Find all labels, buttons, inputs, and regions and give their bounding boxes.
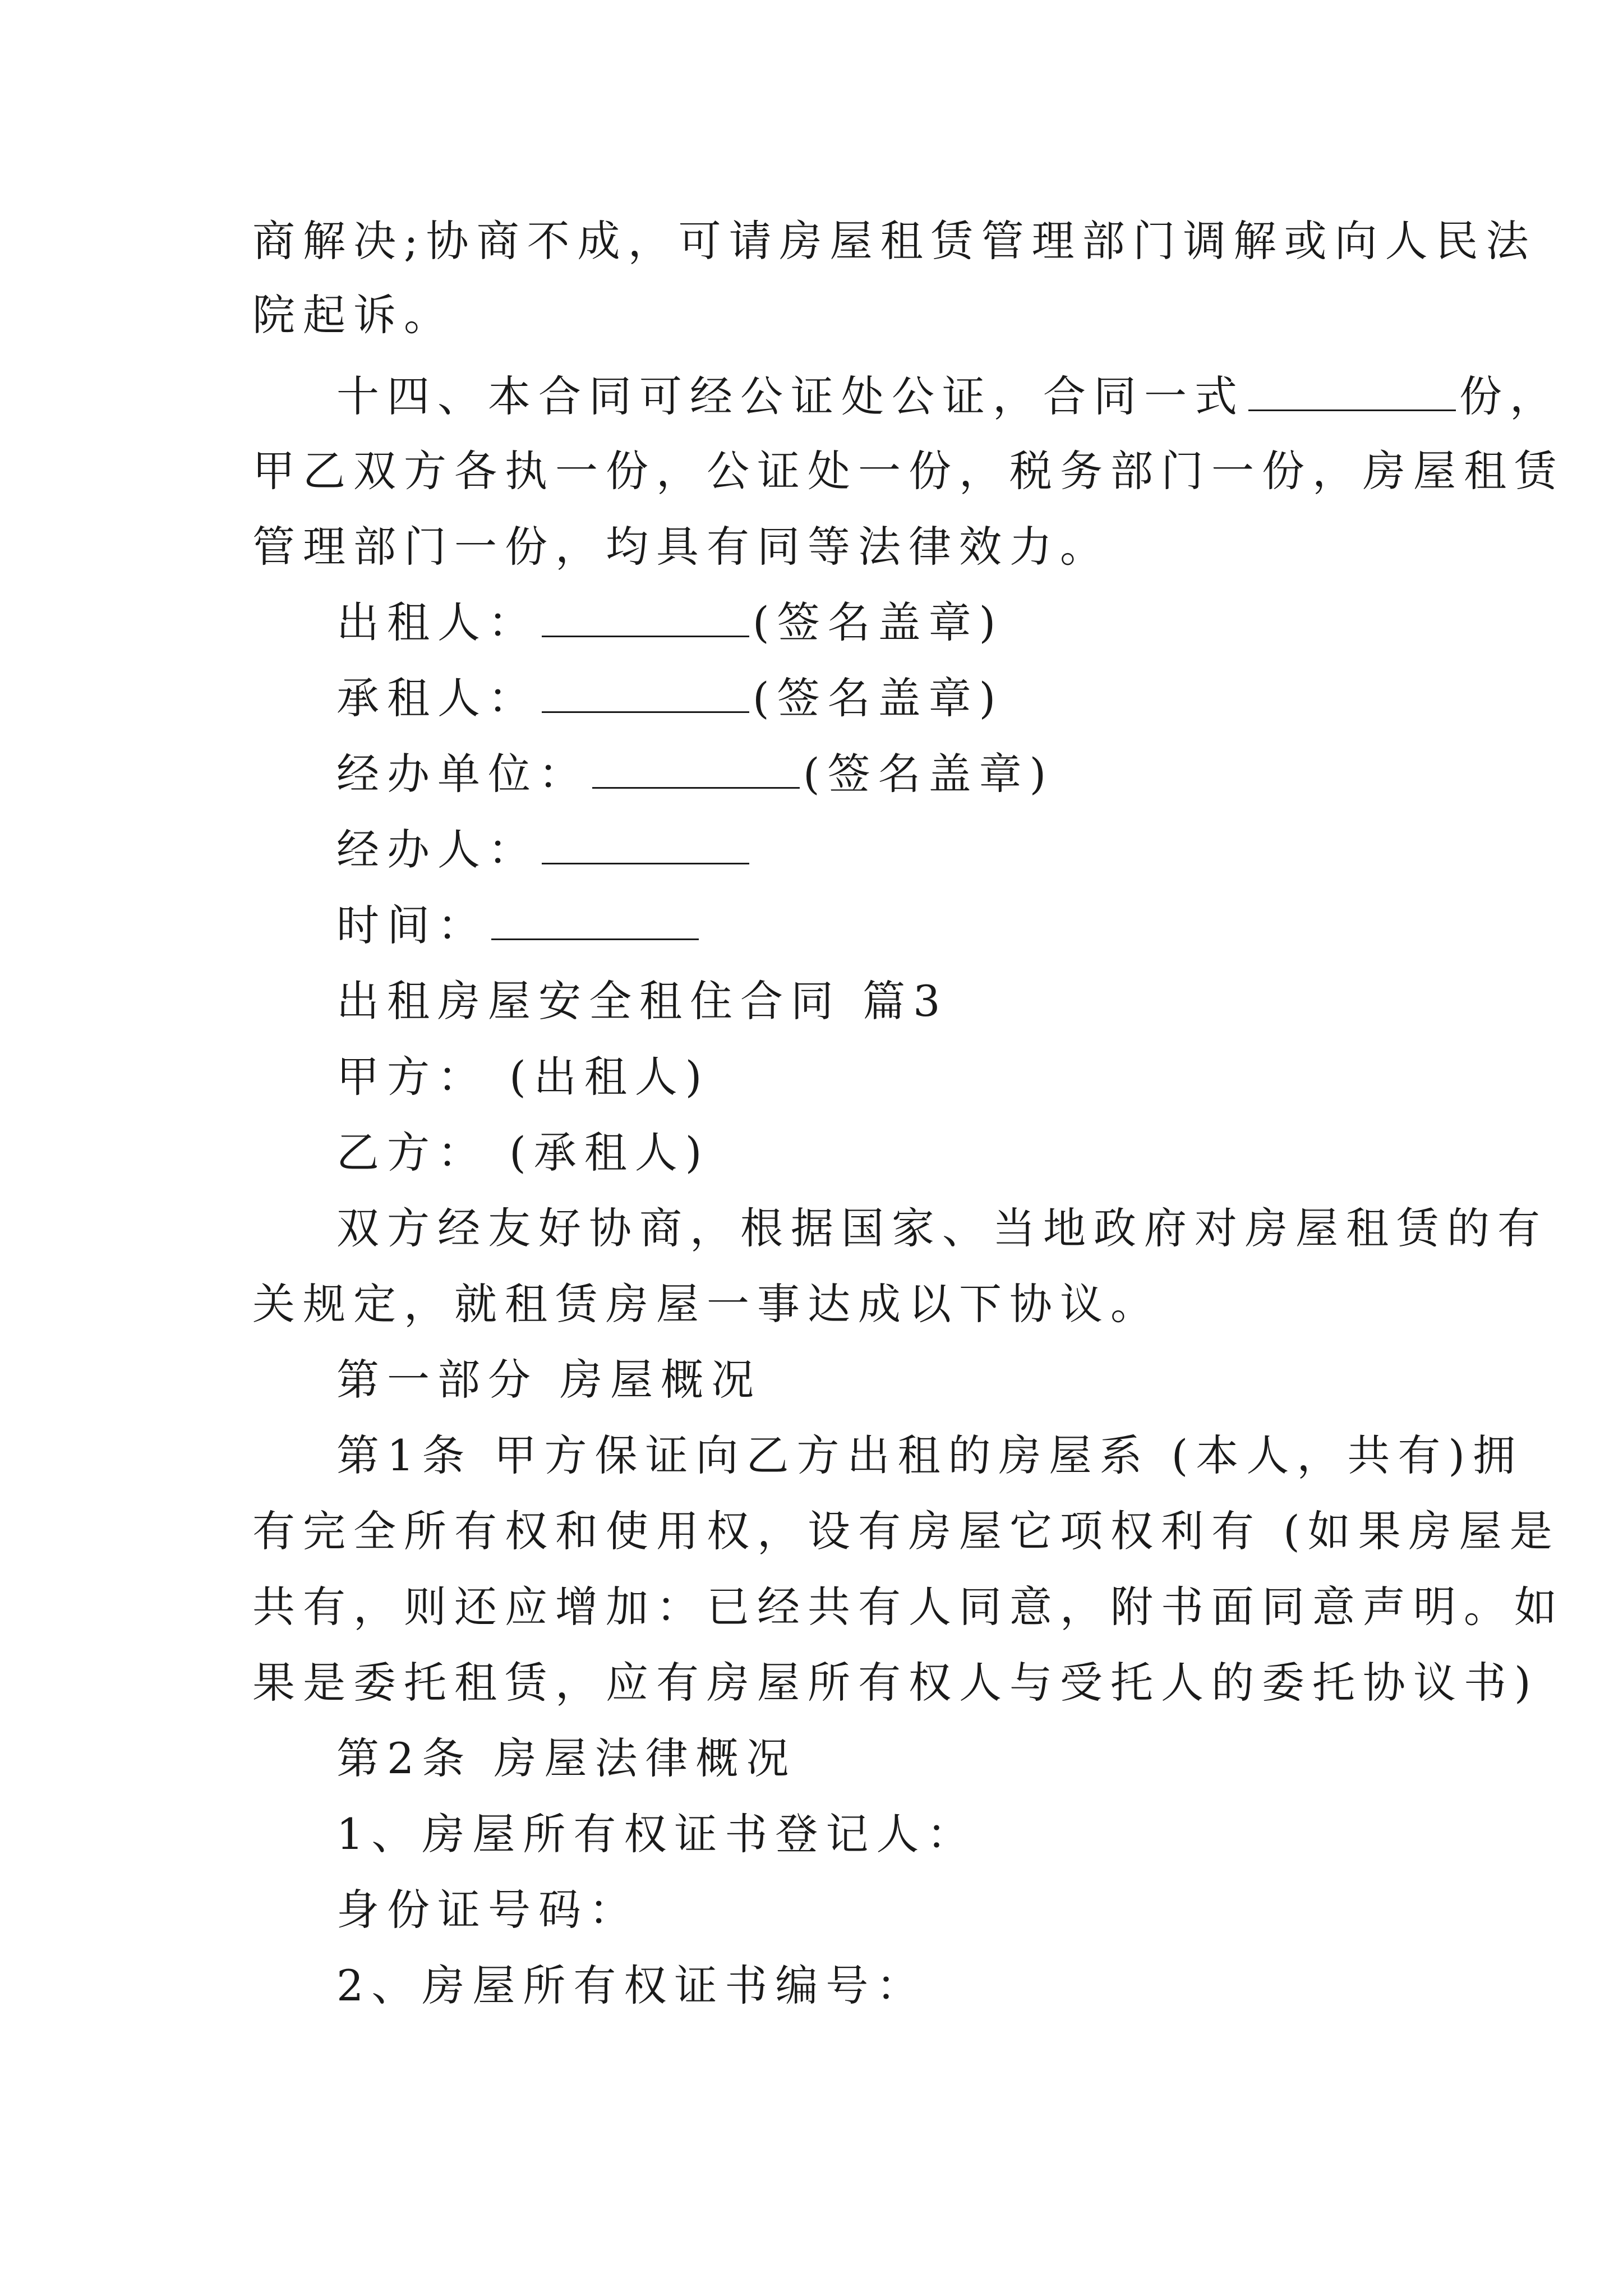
paragraph-line bbox=[336, 1200, 1548, 1257]
text: 双方经友好协商，根据国家、当地政府对房屋租赁的有 bbox=[336, 1203, 1548, 1253]
text: 第2条 房屋法律概况 bbox=[336, 1733, 797, 1783]
text: 第一部分 房屋概况 bbox=[336, 1355, 762, 1405]
label: 经办人： bbox=[336, 825, 538, 875]
signature-lessor bbox=[336, 595, 1464, 651]
label: 承租人： bbox=[336, 673, 538, 723]
text: 十四、本合同可经公证处公证，合同一式 bbox=[336, 371, 1245, 421]
fill-blank bbox=[491, 905, 699, 940]
fill-blank bbox=[542, 829, 749, 864]
signature-agency bbox=[336, 746, 1464, 802]
text: (签名盖章) bbox=[753, 673, 1004, 723]
fill-blank bbox=[1248, 376, 1456, 411]
paragraph-line bbox=[252, 1503, 1560, 1559]
text: 身份证号码： bbox=[336, 1885, 639, 1935]
fill-blank bbox=[542, 602, 749, 637]
section-heading bbox=[336, 1731, 1464, 1787]
paragraph-line bbox=[252, 1655, 1539, 1711]
text: 份， bbox=[1459, 371, 1560, 421]
text: 关规定，就租赁房屋一事达成以下协议。 bbox=[252, 1279, 1161, 1329]
text: 管理部门一份，均具有同等法律效力。 bbox=[252, 522, 1110, 572]
text: (签名盖章) bbox=[803, 749, 1054, 799]
paragraph-line bbox=[336, 1428, 1523, 1484]
text: 1、房屋所有权证书登记人： bbox=[336, 1809, 978, 1859]
text: 院起诉。 bbox=[252, 290, 454, 340]
signature-date bbox=[336, 898, 1464, 954]
text: 第1条 甲方保证向乙方出租的房屋系 (本人，共有)拥 bbox=[336, 1430, 1523, 1480]
paragraph-line bbox=[252, 519, 1380, 575]
text: 甲方： (出租人) bbox=[336, 1052, 710, 1102]
text: 果是委托租赁，应有房屋所有权人与受托人的委托协议书) bbox=[252, 1658, 1539, 1708]
paragraph-line bbox=[336, 1806, 1464, 1862]
paragraph-line bbox=[252, 1579, 1565, 1635]
text: 2、房屋所有权证书编号： bbox=[336, 1961, 927, 2010]
signature-lessee bbox=[336, 670, 1464, 726]
text: 共有，则还应增加：已经共有人同意，附书面同意声明。如 bbox=[252, 1582, 1565, 1632]
label: 出租人： bbox=[336, 597, 538, 647]
label: 经办单位： bbox=[336, 749, 589, 799]
text: (签名盖章) bbox=[753, 597, 1004, 647]
paragraph-line bbox=[336, 1049, 1464, 1105]
text: 乙方： (承租人) bbox=[336, 1128, 710, 1177]
text: 有完全所有权和使用权，设有房屋它项权利有 (如果房屋是 bbox=[252, 1506, 1560, 1556]
paragraph-line bbox=[336, 1958, 1464, 2014]
signature-handler bbox=[336, 822, 1464, 878]
text: 甲乙双方各执一份，公证处一份，税务部门一份，房屋租赁 bbox=[252, 446, 1565, 496]
fill-blank bbox=[592, 753, 800, 789]
fill-blank bbox=[542, 678, 749, 713]
paragraph-line bbox=[336, 369, 1560, 425]
section-title bbox=[336, 973, 1464, 1029]
paragraph-line bbox=[252, 213, 1537, 269]
paragraph-line bbox=[336, 1125, 1464, 1181]
paragraph-line bbox=[252, 287, 1380, 343]
paragraph-line bbox=[252, 1276, 1380, 1332]
paragraph-line bbox=[336, 1882, 1464, 1938]
label: 时间： bbox=[336, 900, 488, 950]
text: 出租房屋安全租住合同 篇3 bbox=[336, 976, 948, 1026]
paragraph-line bbox=[252, 443, 1565, 499]
text: 商解决;协商不成，可请房屋租赁管理部门调解或向人民法 bbox=[252, 216, 1537, 266]
section-heading bbox=[336, 1352, 1464, 1408]
